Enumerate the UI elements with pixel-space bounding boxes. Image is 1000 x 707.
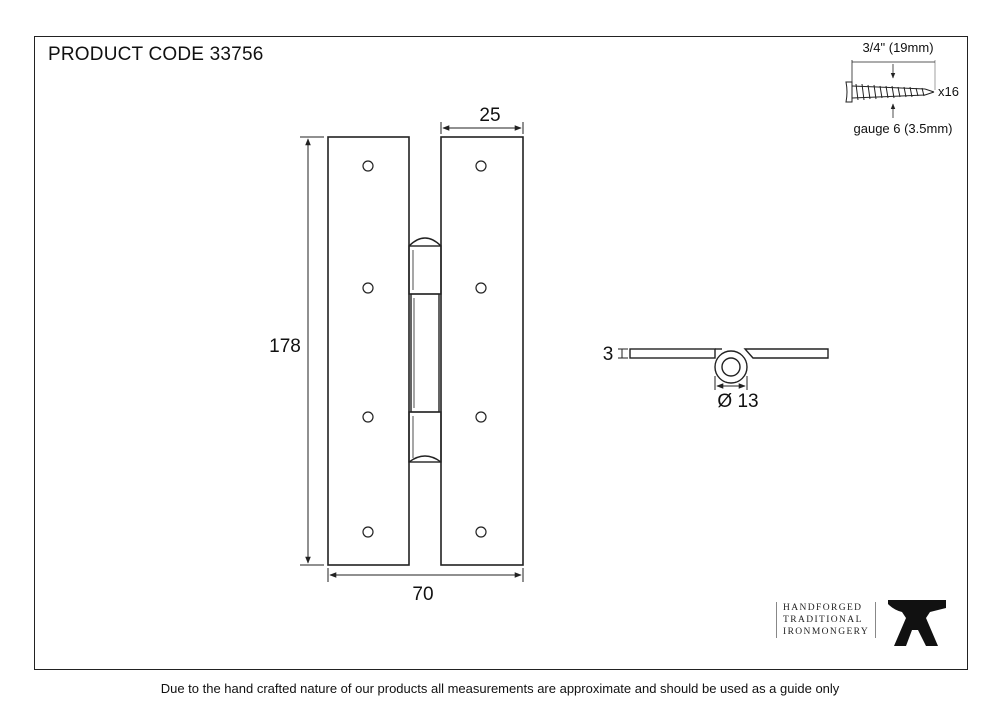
brand-line-3: IRONMONGERY <box>783 627 870 637</box>
screw-gauge-label: gauge 6 (3.5mm) <box>853 121 953 136</box>
left-hinge-leaf <box>328 137 409 565</box>
screw-hole <box>476 161 486 171</box>
disclaimer-text: Due to the hand crafted nature of our products all measurements are approximate and should be used as a guide only <box>160 681 840 696</box>
dimension-overall-width <box>328 568 523 605</box>
screw-hole <box>363 527 373 537</box>
dimension-height <box>269 137 324 565</box>
hinge-knuckle <box>409 238 441 462</box>
label-thickness: 3 <box>602 344 614 365</box>
screw-hole <box>363 283 373 293</box>
screw-hole <box>476 412 486 422</box>
brand-line-2: TRADITIONAL <box>783 615 863 625</box>
product-code: PRODUCT CODE 33756 <box>48 44 264 65</box>
label-overall-width: 70 <box>412 584 434 605</box>
screw-hole <box>363 412 373 422</box>
dimension-thickness <box>603 344 628 365</box>
label-leaf-width: 25 <box>479 105 501 126</box>
screw-hole <box>476 527 486 537</box>
screw-hole <box>476 283 486 293</box>
screw-hole <box>363 161 373 171</box>
label-height: 178 <box>269 336 301 357</box>
brand-tagline <box>776 602 876 638</box>
anvil-icon <box>886 598 948 650</box>
brand-line-1: HANDFORGED <box>783 603 863 613</box>
hinge-side-profile <box>630 349 828 383</box>
label-knuckle-diameter: Ø 13 <box>717 391 759 412</box>
screw-spec <box>846 40 959 136</box>
screw-length-label: 3/4" (19mm) <box>862 40 934 55</box>
dimension-leaf-width <box>441 105 523 134</box>
brand-logo <box>776 598 956 650</box>
screw-quantity: x16 <box>938 84 959 99</box>
screw-icon <box>846 82 934 102</box>
right-hinge-leaf <box>441 137 523 565</box>
